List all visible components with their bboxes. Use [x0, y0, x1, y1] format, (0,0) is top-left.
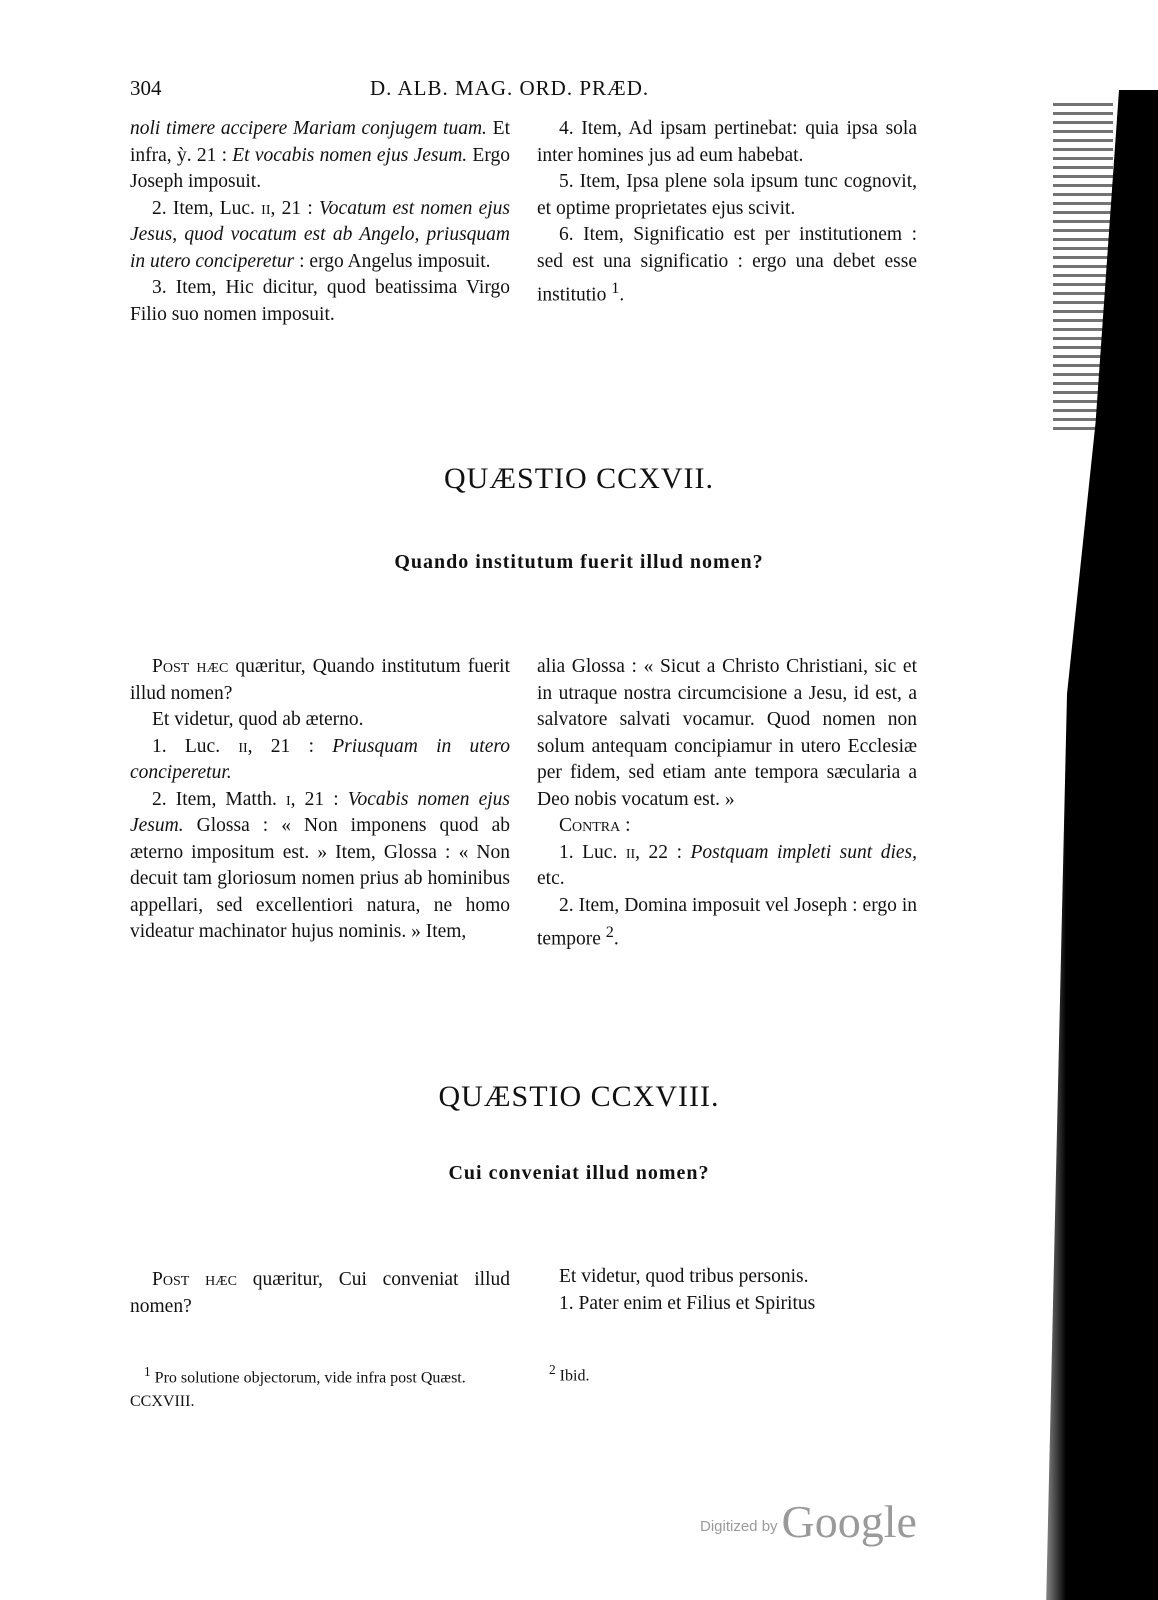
paragraph: Et videtur, quod ab æterno.: [152, 709, 364, 730]
footnote-1: $^1$ Pro solutione objectorum, vide infra post Quæst. CCXVIII.: [130, 1364, 466, 1411]
paragraph: Post hæc quæritur, Cui conveniat illud nomen?: [130, 1269, 510, 1317]
paragraph: 1. Luc. ii, 21 : Priusquam in utero conciperetur.: [130, 735, 510, 783]
paragraph: 2. Item, Matth. i, 21 : Vocabis nomen ejus Jesum. Glossa : « Non imponens quod ab æterno impositum est. » Item, Glossa : « Non decuit tam gloriosum nomen prius ab hominibus appellari, sed excellentiori natura, ne homo videatur machinator hujus nominis. » Item,: [130, 788, 511, 942]
scan-edge-speckle: [1053, 100, 1113, 430]
paragraph: alia Glossa : « Sicut a Christo Christiani, sic et in utraque nostra circumcisione a Jesu, id est, a salvatore salvati vocamur. Quod nomen non solum antequam concipiamur in utero Ecclesiæ per fidem, sed etiam ante tempora sæcularia a Deo nobis vocatum est. »: [537, 656, 917, 810]
running-head: D. ALB. MAG. ORD. PRÆD.: [370, 76, 650, 100]
paragraph: Post hæc quæritur, Quando institutum fuerit illud nomen?: [130, 656, 510, 704]
paragraph: 6. Item, Significatio est per institutionem : sed est una significatio : ergo una debet esse institutio $^1$.: [537, 224, 917, 306]
digitized-by-google-watermark: Digitized byGoogle: [700, 1496, 917, 1547]
questio-217-right-column: [537, 654, 917, 953]
paragraph: 2. Item, Luc. ii, 21 : Vocatum est nomen ejus Jesus, quod vocatum est ab Angelo, priusquam in utero conciperetur : ergo Angelus imposuit.: [130, 197, 511, 272]
questio-218-right-column: [537, 1264, 917, 1317]
section1-right-column: [537, 116, 917, 309]
questio-217-title: QUÆSTIO CCXVII.: [444, 462, 714, 495]
questio-218-left-column: [130, 1267, 510, 1320]
footnote-2: $^2$ Ibid.: [549, 1362, 590, 1385]
paragraph: noli timere accipere Mariam conjugem tuam. Et infra, ỳ. 21 : Et vocabis nomen ejus Jesum. Ergo Joseph imposuit.: [130, 118, 510, 192]
questio-217-left-column: [130, 654, 510, 946]
questio-218-subtitle: Cui conveniat illud nomen?: [448, 1162, 710, 1184]
paragraph: 1. Luc. ii, 22 : Postquam impleti sunt dies, etc.: [537, 841, 917, 889]
paragraph: 3. Item, Hic dicitur, quod beatissima Virgo Filio suo nomen imposuit.: [130, 277, 510, 325]
questio-218-title: QUÆSTIO CCXVIII.: [438, 1080, 720, 1113]
paragraph: 5. Item, Ipsa plene sola ipsum tunc cognovit, et optime proprietates ejus scivit.: [537, 171, 917, 219]
paragraph: Et videtur, quod tribus personis.: [559, 1266, 809, 1287]
contra-label: Contra :: [559, 815, 631, 836]
page-header: [130, 76, 920, 104]
page-number: 304: [130, 76, 162, 100]
questio-217-subtitle: Quando institutum fuerit illud nomen?: [394, 551, 764, 573]
paragraph: 4. Item, Ad ipsam pertinebat: quia ipsa sola inter homines jus ad eum habebat.: [537, 118, 917, 166]
paragraph: 1. Pater enim et Filius et Spiritus: [559, 1292, 816, 1314]
paragraph: 2. Item, Domina imposuit vel Joseph : ergo in tempore $^2$.: [537, 894, 917, 950]
section1-left-column: [130, 116, 510, 328]
